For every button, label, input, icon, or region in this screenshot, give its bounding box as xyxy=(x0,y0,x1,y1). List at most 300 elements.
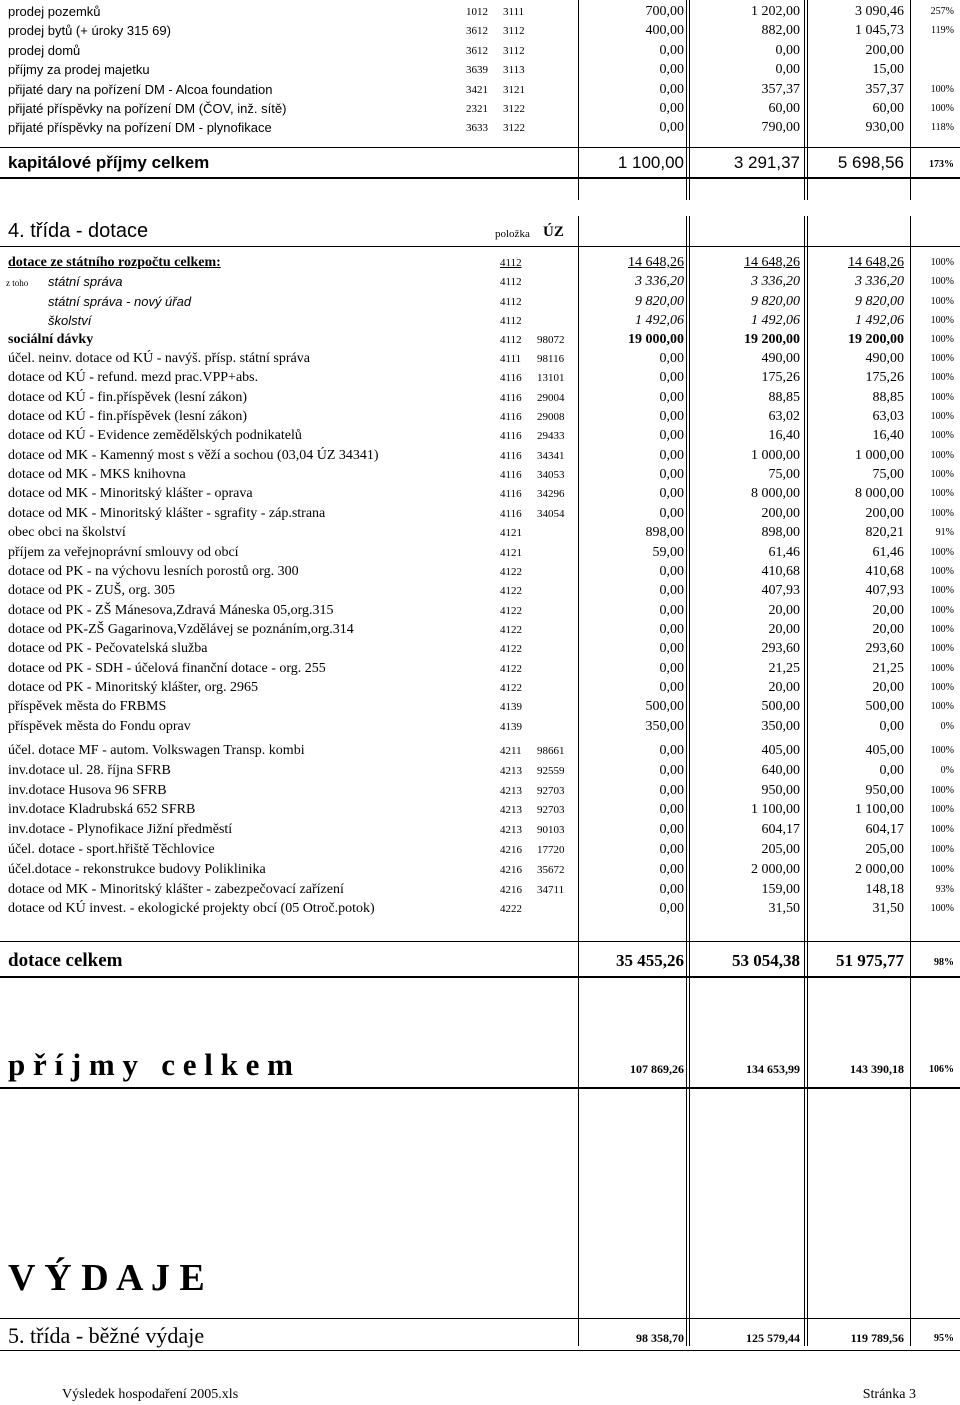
row-pol: 4122 xyxy=(500,565,522,578)
row-pol: 4116 xyxy=(500,488,522,501)
row-v1: 0,00 xyxy=(659,42,684,58)
row-v3: 820,21 xyxy=(865,525,904,541)
row-label: dotace od PK - Minoritský klášter, org. 2965 xyxy=(8,679,258,695)
capital-total-label: kapitálové příjmy celkem xyxy=(8,153,210,172)
row-v1: 0,00 xyxy=(659,602,684,618)
capital-total-v1: 1 100,00 xyxy=(617,153,684,172)
row-pct: 100% xyxy=(930,565,954,577)
row-uz: 29433 xyxy=(537,430,565,443)
row-uz: 92703 xyxy=(537,804,565,817)
row-v3: 20,00 xyxy=(872,679,904,695)
row-label: příspěvek města do Fondu oprav xyxy=(8,718,191,734)
row-uz: 34711 xyxy=(537,883,565,896)
row-pct: 100% xyxy=(930,623,954,635)
subsidy-head-v2: 14 648,26 xyxy=(744,255,800,270)
row-pol: 3612 xyxy=(466,25,488,38)
social-v3: 19 200,00 xyxy=(848,332,904,347)
row-v1: 0,00 xyxy=(659,881,684,897)
table-row xyxy=(0,118,960,138)
row-pct: 257% xyxy=(930,6,954,17)
table-row xyxy=(0,761,960,781)
table-row xyxy=(0,465,960,485)
row-pol: 4121 xyxy=(500,546,522,559)
row-v2: 1 100,00 xyxy=(751,802,800,818)
table-row xyxy=(0,446,960,466)
row-v1: 0,00 xyxy=(659,641,684,657)
capital-total-row xyxy=(0,152,960,174)
row-uz: 29004 xyxy=(537,391,565,404)
row-uz: 34341 xyxy=(537,449,565,462)
row-label: prodej domů xyxy=(8,42,81,58)
row-pct: 100% xyxy=(930,863,954,875)
row-v1: 0,00 xyxy=(659,782,684,798)
row-pol: 4122 xyxy=(500,623,522,636)
row-label: státní správa xyxy=(48,274,123,289)
row-v2: 9 820,00 xyxy=(751,293,800,309)
row-v1: 9 820,00 xyxy=(635,293,684,309)
row-v2: 0,00 xyxy=(775,62,800,78)
row-label: dotace od KÚ - fin.příspěvek (lesní zákon) xyxy=(8,389,248,405)
row-v3: 1 100,00 xyxy=(855,802,904,818)
row-label: dotace od MK - Minoritský klášter - zabezpečovací zařízení xyxy=(8,881,344,897)
row-pct: 100% xyxy=(930,681,954,693)
row-uz: 3121 xyxy=(503,83,525,96)
row-label: prodej pozemků xyxy=(8,4,101,19)
social-v1: 19 000,00 xyxy=(628,332,684,347)
row-v2: 490,00 xyxy=(761,351,800,366)
table-row xyxy=(0,99,960,119)
subsidy-total-line-bottom xyxy=(0,976,960,978)
subsidy-total-v1: 35 455,26 xyxy=(616,951,684,970)
row-pol: 4139 xyxy=(500,701,522,714)
table-row xyxy=(0,880,960,900)
row-pol: 4213 xyxy=(500,784,522,797)
row-pol: 4122 xyxy=(500,604,522,617)
row-pol: 4112 xyxy=(500,295,522,308)
row-v3: 3 090,46 xyxy=(855,4,904,19)
row-label: dotace od PK-ZŠ Gagarinova,Vzdělávej se poznáním,org.314 xyxy=(8,621,354,637)
row-label: dotace od PK - na výchovu lesních porostů org. 300 xyxy=(8,563,299,579)
table-row xyxy=(0,311,960,331)
row-v3: 293,60 xyxy=(865,641,904,657)
expenses-title: V Ý D A J E xyxy=(8,1257,205,1299)
row-label: příjem za veřejnoprávní smlouvy od obcí xyxy=(8,544,239,560)
row-label: prodej bytů (+ úroky 315 69) xyxy=(8,23,171,39)
table-row xyxy=(0,272,960,292)
table-row xyxy=(0,717,960,737)
row-v1: 0,00 xyxy=(659,505,684,521)
row-v2: 20,00 xyxy=(768,679,800,695)
table-row xyxy=(0,601,960,621)
row-v3: 3 336,20 xyxy=(855,274,904,289)
row-label: inv.dotace ul. 28. října SFRB xyxy=(8,762,171,778)
subsidy-head-pol: 4112 xyxy=(500,257,522,269)
table-row xyxy=(0,659,960,679)
row-v3: 31,50 xyxy=(872,901,904,917)
capital-total-pct: 173% xyxy=(929,159,954,170)
row-v3: 950,00 xyxy=(865,782,904,798)
row-pol: 4116 xyxy=(500,411,522,424)
row-pol: 4216 xyxy=(500,883,522,896)
social-pct: 100% xyxy=(930,334,954,345)
row-pol: 4116 xyxy=(500,449,522,462)
row-uz: 17720 xyxy=(537,844,565,856)
social-label: sociální dávky xyxy=(8,332,94,347)
table-row xyxy=(0,678,960,698)
row-label: inv.dotace Husova 96 SFRB xyxy=(8,782,167,798)
row-v2: 20,00 xyxy=(768,602,800,618)
row-v2: 60,00 xyxy=(768,101,800,116)
row-label: dotace od MK - Minoritský klášter - oprava xyxy=(8,486,253,502)
subsidy-total-pct: 98% xyxy=(934,957,954,968)
subsidy-head-v1: 14 648,26 xyxy=(628,255,684,270)
row-label: obec obci na školství xyxy=(8,525,126,541)
row-pol: 3633 xyxy=(466,122,488,135)
row-pct: 93% xyxy=(935,883,954,895)
table-row xyxy=(0,80,960,100)
row-pct: 100% xyxy=(930,295,954,307)
row-pct: 100% xyxy=(930,643,954,655)
row-label: účel.dotace - rekonstrukce budovy Poliklinika xyxy=(8,861,266,877)
row-v2: 410,68 xyxy=(761,563,800,579)
row-v2: 63,02 xyxy=(768,409,800,425)
row-v3: 200,00 xyxy=(865,505,904,521)
row-v1: 0,00 xyxy=(659,861,684,877)
table-row xyxy=(0,2,960,22)
row-v1: 0,00 xyxy=(659,563,684,579)
class4-line xyxy=(0,246,960,247)
social-v2: 19 200,00 xyxy=(744,332,800,347)
row-pct: 0% xyxy=(940,764,954,776)
row-v2: 790,00 xyxy=(761,120,800,136)
subsidy-head-pct: 100% xyxy=(930,257,954,268)
row-pct: 100% xyxy=(930,804,954,816)
row-uz: 3112 xyxy=(503,25,525,38)
row-v1: 1 492,06 xyxy=(635,313,684,328)
row-pct: 100% xyxy=(930,824,954,836)
row-label: dotace od PK - Pečovatelská služba xyxy=(8,641,208,657)
table-row xyxy=(0,741,960,761)
row-pct: 100% xyxy=(930,903,954,915)
row-v3: 604,17 xyxy=(865,822,904,838)
row-pol: 4216 xyxy=(500,844,522,856)
capital-total-v2: 3 291,37 xyxy=(733,153,800,172)
row-v3: 1 000,00 xyxy=(855,447,904,463)
income-total-pct: 106% xyxy=(929,1064,954,1075)
row-v2: 1 202,00 xyxy=(751,4,800,19)
row-pct: 100% xyxy=(930,585,954,597)
row-pct: 100% xyxy=(930,372,954,384)
row-label: příspěvek města do FRBMS xyxy=(8,699,167,715)
row-v2: 75,00 xyxy=(768,467,800,483)
row-v1: 0,00 xyxy=(659,370,684,386)
row-pol: 4121 xyxy=(500,527,522,540)
row-label: inv.dotace Kladrubská 652 SFRB xyxy=(8,802,196,818)
row-label: příjmy za prodej majetku xyxy=(8,62,150,78)
row-pol: 4116 xyxy=(500,430,522,443)
table-row xyxy=(0,426,960,446)
row-v1: 898,00 xyxy=(645,525,684,541)
row-uz: 98116 xyxy=(537,353,565,365)
row-v2: 8 000,00 xyxy=(751,486,800,502)
row-v3: 0,00 xyxy=(879,762,904,778)
table-row xyxy=(0,581,960,601)
row-uz: 90103 xyxy=(537,824,565,837)
subsidy-total-line-top xyxy=(0,941,960,942)
footer-page: Stránka 3 xyxy=(862,1387,916,1402)
row-pct: 100% xyxy=(930,430,954,442)
row-pol: 4122 xyxy=(500,585,522,598)
row-v3: 407,93 xyxy=(865,583,904,599)
row-v3: 410,68 xyxy=(865,563,904,579)
row-v1: 0,00 xyxy=(659,81,684,97)
row-label: školství xyxy=(48,313,92,328)
row-v1: 0,00 xyxy=(659,351,684,366)
row-label: přijaté dary na pořízení DM - Alcoa foundation xyxy=(8,81,273,97)
row-label: účel. dotace MF - autom. Volkswagen Transp. kombi xyxy=(8,743,305,758)
row-v1: 0,00 xyxy=(659,679,684,695)
row-v3: 20,00 xyxy=(872,602,904,618)
income-total-row xyxy=(0,1045,960,1085)
row-uz: 34054 xyxy=(537,507,565,520)
row-uz: 29008 xyxy=(537,411,565,424)
table-row xyxy=(0,860,960,880)
pol-header: položka xyxy=(495,228,530,240)
table-row xyxy=(0,21,960,41)
row-v1: 0,00 xyxy=(659,389,684,405)
row-v2: 16,40 xyxy=(768,428,800,444)
row-label: přijaté příspěvky na pořízení DM - plynofikace xyxy=(8,120,272,136)
row-pol: 4216 xyxy=(500,863,522,876)
row-v2: 1 000,00 xyxy=(751,447,800,463)
row-label: dotace od PK - SDH - účelová finanční dotace - org. 255 xyxy=(8,660,326,676)
row-v2: 61,46 xyxy=(768,544,800,560)
row-label: inv.dotace - Plynofikace Jižní předměstí xyxy=(8,822,233,838)
row-v1: 700,00 xyxy=(645,4,684,19)
row-label: státní správa - nový úřad xyxy=(48,293,192,309)
subsidy-head-v3: 14 648,26 xyxy=(848,255,904,270)
table-row xyxy=(0,820,960,840)
class5-pct: 95% xyxy=(934,1333,954,1344)
row-v3: 88,85 xyxy=(872,389,904,405)
row-label: účel. neinv. dotace od KÚ - navýš. přísp. státní správa xyxy=(8,351,310,366)
row-v1: 0,00 xyxy=(659,120,684,136)
row-v2: 88,85 xyxy=(768,389,800,405)
row-pct: 100% xyxy=(930,844,954,855)
row-pol: 3639 xyxy=(466,64,488,77)
row-label: přijaté příspěvky na pořízení DM (ČOV, inž. sítě) xyxy=(8,101,287,116)
row-pol: 4122 xyxy=(500,643,522,656)
row-v2: 200,00 xyxy=(761,505,800,521)
capital-total-line-top xyxy=(0,147,960,148)
class5-v3: 119 789,56 xyxy=(850,1331,904,1345)
row-label: účel. dotace - sport.hřiště Těchlovice xyxy=(8,842,215,857)
subsidy-total-row xyxy=(0,948,960,974)
row-v1: 0,00 xyxy=(659,467,684,483)
table-row xyxy=(0,292,960,312)
row-label: dotace od MK - Kamenný most s věží a sochou (03,04 ÚZ 34341) xyxy=(8,447,379,463)
row-pol: 4116 xyxy=(500,507,522,520)
table-row xyxy=(0,388,960,408)
table-row xyxy=(0,504,960,524)
row-v1: 3 336,20 xyxy=(635,274,684,289)
row-uz: 13101 xyxy=(537,372,565,385)
row-pol: 4116 xyxy=(500,372,522,385)
row-v2: 357,37 xyxy=(761,81,800,97)
row-v3: 8 000,00 xyxy=(855,486,904,502)
row-pol: 4111 xyxy=(500,353,522,365)
table-row xyxy=(0,781,960,801)
row-v1: 500,00 xyxy=(645,699,684,715)
row-v2: 159,00 xyxy=(761,881,800,897)
row-pct: 118% xyxy=(931,122,954,134)
class5-label: 5. třída - běžné výdaje xyxy=(8,1323,205,1348)
row-v2: 640,00 xyxy=(761,762,800,778)
row-v3: 60,00 xyxy=(872,101,904,116)
row-pct: 100% xyxy=(930,353,954,364)
row-v2: 293,60 xyxy=(761,641,800,657)
social-uz: 98072 xyxy=(537,334,565,346)
row-v3: 75,00 xyxy=(872,467,904,483)
row-v1: 0,00 xyxy=(659,822,684,838)
z-toho-label: z toho xyxy=(6,278,29,288)
row-pol: 4112 xyxy=(500,276,522,288)
row-v3: 500,00 xyxy=(865,699,904,715)
row-v3: 63,03 xyxy=(872,409,904,425)
row-v1: 0,00 xyxy=(659,583,684,599)
class5-v1: 98 358,70 xyxy=(636,1331,684,1345)
table-row xyxy=(0,840,960,860)
row-v3: 2 000,00 xyxy=(855,861,904,877)
row-uz: 3122 xyxy=(503,103,525,115)
row-v2: 21,25 xyxy=(768,660,800,676)
row-v2: 882,00 xyxy=(761,23,800,39)
row-pct: 100% xyxy=(930,315,954,326)
row-v1: 0,00 xyxy=(659,660,684,676)
row-pol: 4213 xyxy=(500,764,522,777)
class4-title: 4. třída - dotace xyxy=(8,220,149,242)
income-total-label: p ř í j m y c e l k e m xyxy=(8,1047,293,1082)
row-pct: 100% xyxy=(930,546,954,558)
row-v1: 59,00 xyxy=(652,544,684,560)
row-v1: 0,00 xyxy=(659,101,684,116)
row-v2: 3 336,20 xyxy=(751,274,800,289)
row-v2: 604,17 xyxy=(761,822,800,838)
row-v2: 20,00 xyxy=(768,621,800,637)
row-v3: 20,00 xyxy=(872,621,904,637)
row-pol: 3421 xyxy=(466,83,488,96)
table-row xyxy=(0,349,960,369)
row-v1: 0,00 xyxy=(659,621,684,637)
table-row xyxy=(0,543,960,563)
row-v2: 0,00 xyxy=(775,42,800,58)
row-pol: 4213 xyxy=(500,824,522,837)
row-uz: 34296 xyxy=(537,488,565,501)
row-uz: 35672 xyxy=(537,863,565,876)
row-v3: 175,26 xyxy=(865,370,904,386)
row-v1: 0,00 xyxy=(659,409,684,425)
row-label: dotace od PK - ZŠ Mánesova,Zdravá Máneska 05,org.315 xyxy=(8,602,334,618)
row-uz: 98661 xyxy=(537,745,565,757)
row-uz: 34053 xyxy=(537,469,565,482)
row-label: dotace od KÚ - refund. mezd prac.VPP+abs. xyxy=(8,370,259,386)
row-uz: 92559 xyxy=(537,764,565,777)
row-pct: 100% xyxy=(930,276,954,287)
row-v1: 0,00 xyxy=(659,901,684,917)
row-pct: 100% xyxy=(930,701,954,713)
row-pct: 100% xyxy=(930,83,954,95)
row-pct: 100% xyxy=(930,662,954,674)
row-pct: 100% xyxy=(930,391,954,403)
row-v3: 1 045,73 xyxy=(855,23,904,39)
row-v1: 0,00 xyxy=(659,486,684,502)
row-pol: 4139 xyxy=(500,720,522,733)
row-pol: 4116 xyxy=(500,469,522,482)
income-total-v1: 107 869,26 xyxy=(630,1062,684,1076)
row-v3: 21,25 xyxy=(872,660,904,676)
row-pol: 4222 xyxy=(500,903,522,916)
table-row xyxy=(0,60,960,80)
row-pol: 4122 xyxy=(500,662,522,675)
table-row xyxy=(0,697,960,717)
table-row xyxy=(0,407,960,427)
row-v3: 0,00 xyxy=(879,718,904,734)
row-pol: 4116 xyxy=(500,391,522,404)
row-v1: 350,00 xyxy=(645,718,684,734)
row-uz: 3112 xyxy=(503,44,525,57)
subsidy-head-label: dotace ze státního rozpočtu celkem: xyxy=(8,255,221,270)
row-v3: 15,00 xyxy=(872,62,904,78)
social-pol: 4112 xyxy=(500,334,522,346)
row-pct: 91% xyxy=(935,527,954,539)
row-uz: 3113 xyxy=(503,64,525,77)
row-v1: 0,00 xyxy=(659,447,684,463)
row-v1: 0,00 xyxy=(659,842,684,857)
row-v1: 400,00 xyxy=(645,23,684,39)
row-v3: 930,00 xyxy=(865,120,904,136)
class5-line-top xyxy=(0,1318,960,1319)
row-v3: 200,00 xyxy=(865,42,904,58)
row-label: dotace od KÚ - fin.příspěvek (lesní zákon) xyxy=(8,409,248,425)
row-v1: 0,00 xyxy=(659,802,684,818)
row-pct: 100% xyxy=(930,488,954,500)
row-v2: 405,00 xyxy=(761,743,800,758)
class5-row xyxy=(0,1322,960,1350)
class5-line-bottom xyxy=(0,1350,960,1351)
row-v2: 2 000,00 xyxy=(751,861,800,877)
row-v3: 61,46 xyxy=(872,544,904,560)
row-v2: 500,00 xyxy=(761,699,800,715)
row-v1: 0,00 xyxy=(659,428,684,444)
row-v1: 0,00 xyxy=(659,743,684,758)
row-label: dotace od MK - Minoritský klášter - sgrafity - záp.strana xyxy=(8,505,326,521)
row-pol: 4213 xyxy=(500,804,522,817)
row-v3: 490,00 xyxy=(865,351,904,366)
table-row xyxy=(0,368,960,388)
row-v3: 1 492,06 xyxy=(855,313,904,328)
row-uz: 92703 xyxy=(537,784,565,797)
table-row xyxy=(0,41,960,61)
row-label: dotace od PK - ZUŠ, org. 305 xyxy=(8,583,175,599)
subsidy-total-v2: 53 054,38 xyxy=(732,951,800,970)
row-v3: 9 820,00 xyxy=(855,293,904,309)
row-v3: 16,40 xyxy=(872,428,904,444)
table-row xyxy=(0,523,960,543)
row-pct: 100% xyxy=(930,604,954,616)
row-pol: 2321 xyxy=(466,103,488,115)
subsidy-total-v3: 51 975,77 xyxy=(836,951,904,970)
row-pol: 4112 xyxy=(500,315,522,327)
